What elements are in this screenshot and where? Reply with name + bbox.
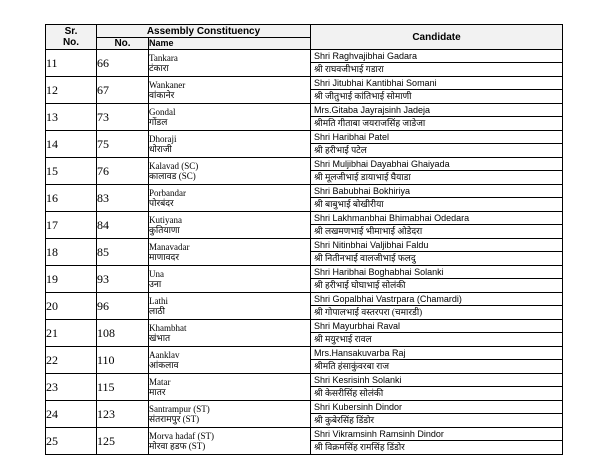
candidate-name-en: Shri Mayurbhai Raval	[311, 320, 562, 333]
constituency-number: 108	[97, 320, 149, 347]
constituency-number: 115	[97, 374, 149, 401]
candidate-name-hi: श्री नितीनभाई वालजीभाई फलदु	[314, 253, 416, 263]
constituency-name-hi: मोरवा हडफ (ST)	[149, 441, 206, 451]
constituency-name-en: Santrampur (ST)	[149, 404, 210, 414]
candidate-name-hi: श्री विक्रमसिंह रामसिंह डिंडोर	[314, 442, 405, 452]
candidate-header: Candidate	[311, 25, 563, 50]
candidate-cell	[311, 131, 563, 158]
serial-number: 13	[46, 104, 97, 131]
constituency-name-en: Morva hadaf (ST)	[149, 431, 214, 441]
serial-number: 20	[46, 293, 97, 320]
candidate-name-hi: श्रीमति गीताबा जयराजसिंह जाडेजा	[314, 118, 426, 128]
constituency-name	[149, 239, 311, 266]
constituency-name	[149, 293, 311, 320]
constituency-name-en: Matar	[149, 377, 171, 387]
constituency-no-header: No.	[97, 38, 149, 50]
serial-number: 14	[46, 131, 97, 158]
serial-number: 23	[46, 374, 97, 401]
constituency-name-hi: पोरबंदर	[149, 198, 174, 208]
constituency-number: 67	[97, 77, 149, 104]
constituency-name-en: Aanklav	[149, 350, 180, 360]
constituency-name	[149, 347, 311, 374]
table-row	[46, 320, 563, 347]
constituency-name	[149, 374, 311, 401]
table-row	[46, 104, 563, 131]
constituency-name	[149, 212, 311, 239]
constituency-name	[149, 158, 311, 185]
candidate-cell	[311, 212, 563, 239]
constituency-number: 123	[97, 401, 149, 428]
constituency-number: 66	[97, 50, 149, 77]
constituency-number: 110	[97, 347, 149, 374]
serial-number: 12	[46, 77, 97, 104]
sr-header-line2: No.	[62, 37, 80, 48]
constituency-number: 125	[97, 428, 149, 455]
constituency-name	[149, 50, 311, 77]
candidate-cell	[311, 428, 563, 455]
serial-number: 16	[46, 185, 97, 212]
candidate-name-en: Shri Vikramsinh Ramsinh Dindor	[311, 428, 562, 441]
constituency-name-en: Lathi	[149, 296, 168, 306]
candidate-cell	[311, 104, 563, 131]
table-row	[46, 401, 563, 428]
candidate-name-en: Shri Gopalbhai Vastrpara (Chamardi)	[311, 293, 562, 306]
constituency-name	[149, 320, 311, 347]
constituency-name	[149, 131, 311, 158]
constituency-name-en: Porbandar	[149, 188, 186, 198]
table-body	[46, 50, 563, 455]
constituency-name-hi: गोंडल	[149, 117, 168, 127]
candidate-cell	[311, 77, 563, 104]
candidate-cell	[311, 266, 563, 293]
candidate-name-en: Shri Haribhai Patel	[311, 131, 562, 144]
constituency-name	[149, 428, 311, 455]
serial-number: 21	[46, 320, 97, 347]
serial-number: 18	[46, 239, 97, 266]
constituency-name-en: Manavadar	[149, 242, 190, 252]
candidate-name-hi: श्री हरीभाई घोघाभाई सोलंकी	[314, 280, 406, 290]
candidate-name-en: Shri Muljibhai Dayabhai Ghaiyada	[311, 158, 562, 171]
constituency-name	[149, 401, 311, 428]
constituency-name-hi: वांकानेर	[149, 90, 175, 100]
candidate-name-hi: श्री राघवजीभाई गडारा	[314, 64, 384, 74]
candidate-name-hi: श्री मयुरभाई रावल	[314, 334, 372, 344]
constituency-number: 83	[97, 185, 149, 212]
candidate-name-hi: श्री जीतुभाई कांतिभाई सोमाणी	[314, 91, 412, 101]
table-row	[46, 266, 563, 293]
table-row	[46, 347, 563, 374]
constituency-name-header: Name	[149, 38, 311, 50]
candidate-name-en: Shri Kesrisinh Solanki	[311, 374, 562, 387]
table-row	[46, 131, 563, 158]
constituency-number: 73	[97, 104, 149, 131]
candidate-cell	[311, 347, 563, 374]
constituency-name-en: Kutiyana	[149, 215, 182, 225]
constituency-name-hi: लाठी	[149, 306, 165, 316]
constituency-number: 84	[97, 212, 149, 239]
constituency-name-en: Kalavad (SC)	[149, 161, 199, 171]
table-row	[46, 50, 563, 77]
serial-number: 17	[46, 212, 97, 239]
constituency-name-hi: मातर	[149, 387, 166, 397]
constituency-number: 75	[97, 131, 149, 158]
table-row	[46, 428, 563, 455]
candidate-name-en: Shri Babubhai Bokhiriya	[311, 185, 562, 198]
constituency-name-en: Khambhat	[149, 323, 187, 333]
constituency-name-hi: आंकलाव	[149, 360, 179, 370]
constituency-name-en: Wankaner	[149, 80, 186, 90]
constituency-number: 85	[97, 239, 149, 266]
constituency-name-hi: खंभात	[149, 333, 171, 343]
serial-number: 24	[46, 401, 97, 428]
candidate-name-hi: श्रीमति हंसाकुंवरबा राज	[314, 361, 389, 371]
table-row	[46, 77, 563, 104]
table-row	[46, 293, 563, 320]
candidate-name-en: Shri Raghvajibhai Gadara	[311, 50, 562, 63]
candidate-name-en: Shri Nitinbhai Valjibhai Faldu	[311, 239, 562, 252]
constituency-name-en: Una	[149, 269, 164, 279]
candidate-cell	[311, 293, 563, 320]
candidate-name-hi: श्री गोपालभाई वस्तरपरा (चमारडी)	[314, 307, 423, 317]
constituency-number: 76	[97, 158, 149, 185]
table-row	[46, 212, 563, 239]
serial-number: 22	[46, 347, 97, 374]
constituency-name-hi: उना	[149, 279, 162, 289]
constituency-name-hi: कालावड (SC)	[149, 171, 196, 181]
constituency-name	[149, 185, 311, 212]
candidate-cell	[311, 374, 563, 401]
candidate-name-hi: श्री मूलजीभाई डायाभाई घैयाडा	[314, 172, 411, 182]
constituency-name-hi: माणावदर	[149, 252, 180, 262]
candidate-name-en: Shri Lakhmanbhai Bhimabhai Odedara	[311, 212, 562, 225]
constituency-number: 96	[97, 293, 149, 320]
candidate-cell	[311, 401, 563, 428]
constituency-name-hi: कुतियाणा	[149, 225, 180, 235]
table-header	[46, 25, 563, 50]
constituency-name	[149, 77, 311, 104]
candidate-name-en: Mrs.Gitaba Jayrajsinh Jadeja	[311, 104, 562, 117]
candidate-name-hi: श्री बाबुभाई बोखीरीया	[314, 199, 384, 209]
candidate-name-en: Shri Jitubhai Kantibhai Somani	[311, 77, 562, 90]
constituency-name-en: Dhoraji	[149, 134, 177, 144]
constituency-number: 93	[97, 266, 149, 293]
candidate-name-en: Shri Haribhai Boghabhai Solanki	[311, 266, 562, 279]
candidate-name-hi: श्री लखमणभाई भीमाभाई ओडेदरा	[314, 226, 423, 236]
table-row	[46, 185, 563, 212]
candidates-table	[45, 24, 563, 455]
candidate-cell	[311, 185, 563, 212]
constituency-name-en: Tankara	[149, 53, 178, 63]
sr-no-header	[46, 25, 97, 50]
constituency-name-hi: टंकारा	[149, 63, 169, 73]
sr-header-line1: Sr.	[64, 26, 78, 37]
serial-number: 11	[46, 50, 97, 77]
serial-number: 15	[46, 158, 97, 185]
candidate-name-hi: श्री हरीभाई पटेल	[314, 145, 367, 155]
table-row	[46, 239, 563, 266]
candidate-cell	[311, 158, 563, 185]
candidate-cell	[311, 50, 563, 77]
candidate-name-en: Shri Kubersinh Dindor	[311, 401, 562, 414]
candidate-cell	[311, 239, 563, 266]
assembly-constituency-header: Assembly Constituency	[97, 25, 311, 38]
candidate-name-hi: श्री केसरीसिंह सोलंकी	[314, 388, 384, 398]
serial-number: 25	[46, 428, 97, 455]
constituency-name	[149, 104, 311, 131]
constituency-name-hi: धोराजी	[149, 144, 172, 154]
constituency-name-hi: संतरामपुर (ST)	[149, 414, 200, 424]
serial-number: 19	[46, 266, 97, 293]
candidate-name-en: Mrs.Hansakuvarba Raj	[311, 347, 562, 360]
candidate-cell	[311, 320, 563, 347]
candidate-name-hi: श्री कुबेरसिंह डिंडोर	[314, 415, 375, 425]
table-row	[46, 158, 563, 185]
table-row	[46, 374, 563, 401]
constituency-name	[149, 266, 311, 293]
constituency-name-en: Gondal	[149, 107, 176, 117]
